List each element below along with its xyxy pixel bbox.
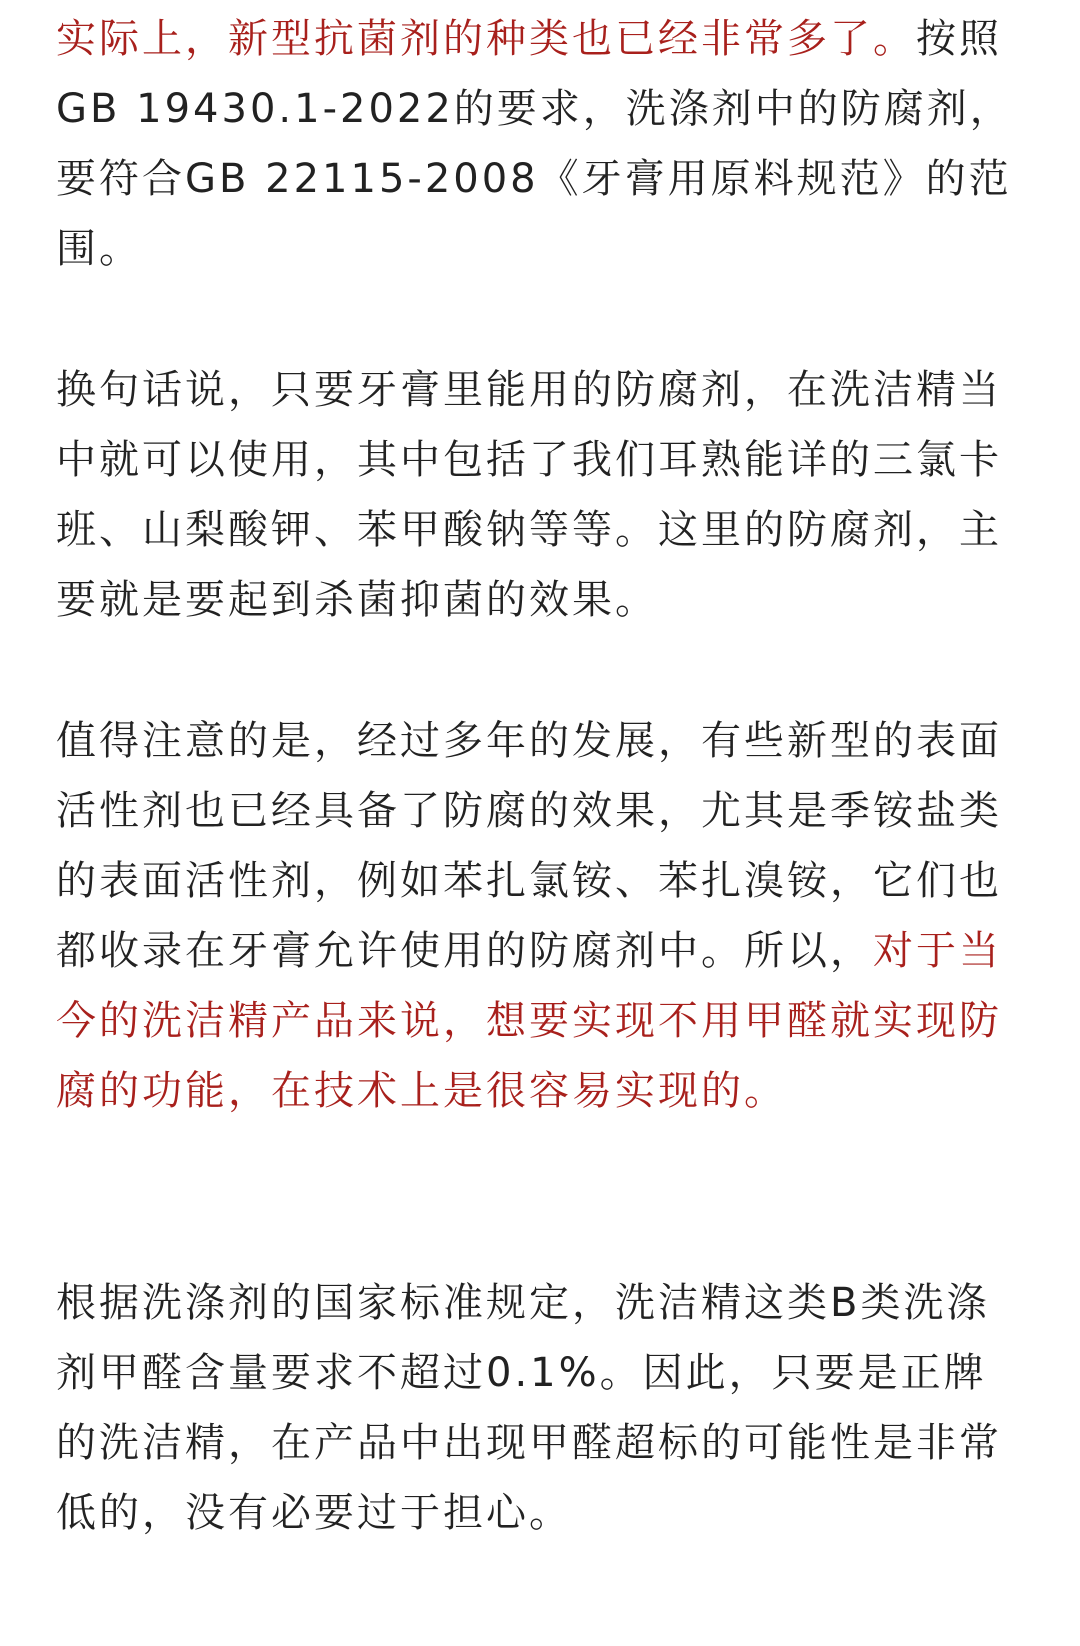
paragraph-3 xyxy=(56,706,1028,1126)
body-text: 值得注意的是，经过多年的发展，有些新型的表面活性剂也已经具备了防腐的效果，尤其是季铵盐类的表面活性剂，例如苯扎氯铵、苯扎溴铵，它们也都收录在牙膏允许使用的防腐剂中。所以， xyxy=(56,718,1002,974)
paragraph-2 xyxy=(56,355,1028,635)
paragraph-4 xyxy=(56,1268,1028,1548)
highlighted-text: 实际上，新型抗菌剂的种类也已经非常多了。 xyxy=(56,16,916,62)
paragraph-1 xyxy=(56,4,1028,284)
body-text: 换句话说，只要牙膏里能用的防腐剂，在洗洁精当中就可以使用，其中包括了我们耳熟能详的三氯卡班、山梨酸钾、苯甲酸钠等等。这里的防腐剂，主要就是要起到杀菌抑菌的效果。 xyxy=(56,367,1002,623)
body-text: 按照GB 19430.1-2022的要求，洗涤剂中的防腐剂，要符合GB 22115-2008《牙膏用原料规范》的范围。 xyxy=(56,16,1013,272)
highlighted-text: 对于当今的洗洁精产品来说，想要实现不用甲醛就实现防腐的功能，在技术上是很容易实现的。 xyxy=(56,928,1002,1114)
body-text: 根据洗涤剂的国家标准规定，洗洁精这类B类洗涤剂甲醛含量要求不超过0.1%。因此，只要是正牌的洗洁精，在产品中出现甲醛超标的可能性是非常低的，没有必要过于担心。 xyxy=(56,1280,1002,1536)
